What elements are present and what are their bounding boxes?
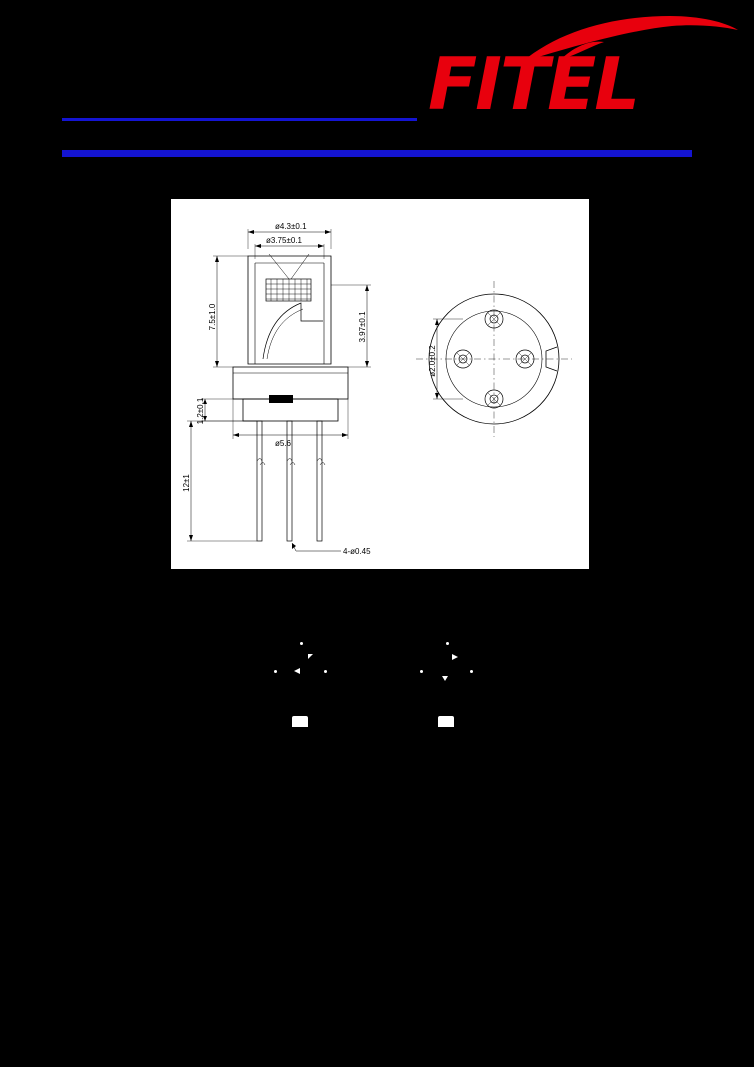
- dim-label-d6: 1.2±0.1: [196, 397, 205, 425]
- pin-arrow-icon: [308, 654, 313, 659]
- dim-label-d3: 7.5±1.0: [208, 303, 217, 331]
- pin-arrow-icon: [294, 668, 300, 674]
- pin-layout-left: [250, 620, 360, 740]
- pin-dot: [446, 642, 449, 645]
- pin-dot: [324, 670, 327, 673]
- pin-layout-right: [396, 620, 506, 740]
- pin-layout-diagrams: [250, 620, 510, 750]
- pin-dot: [300, 642, 303, 645]
- dim-label-d2: ø3.75±0.1: [266, 236, 302, 245]
- dim-label-d5: ø2.0±0.2: [428, 345, 437, 377]
- pin-dot: [420, 670, 423, 673]
- package-drawing: [171, 199, 589, 569]
- dim-label-d9: 4-ø0.45: [343, 547, 371, 556]
- package-drawing-panel: [171, 199, 589, 569]
- package-body: [292, 716, 308, 727]
- header-rule-thin: [62, 118, 417, 121]
- pin-arrow-icon: [442, 676, 448, 681]
- dim-label-d4: 3.97±0.1: [358, 311, 367, 343]
- pin-arrow-icon: [452, 654, 458, 660]
- logo-wordmark: FITEL: [428, 42, 639, 126]
- pin-dot: [274, 670, 277, 673]
- dim-label-d1: ø4.3±0.1: [275, 222, 307, 231]
- package-body: [438, 716, 454, 727]
- header-rule-thick: [62, 150, 692, 157]
- dim-label-d8: ø5.6: [275, 439, 292, 448]
- dim-label-d7: 12±1: [182, 474, 191, 492]
- pin-dot: [470, 670, 473, 673]
- fitel-logo: [420, 10, 740, 126]
